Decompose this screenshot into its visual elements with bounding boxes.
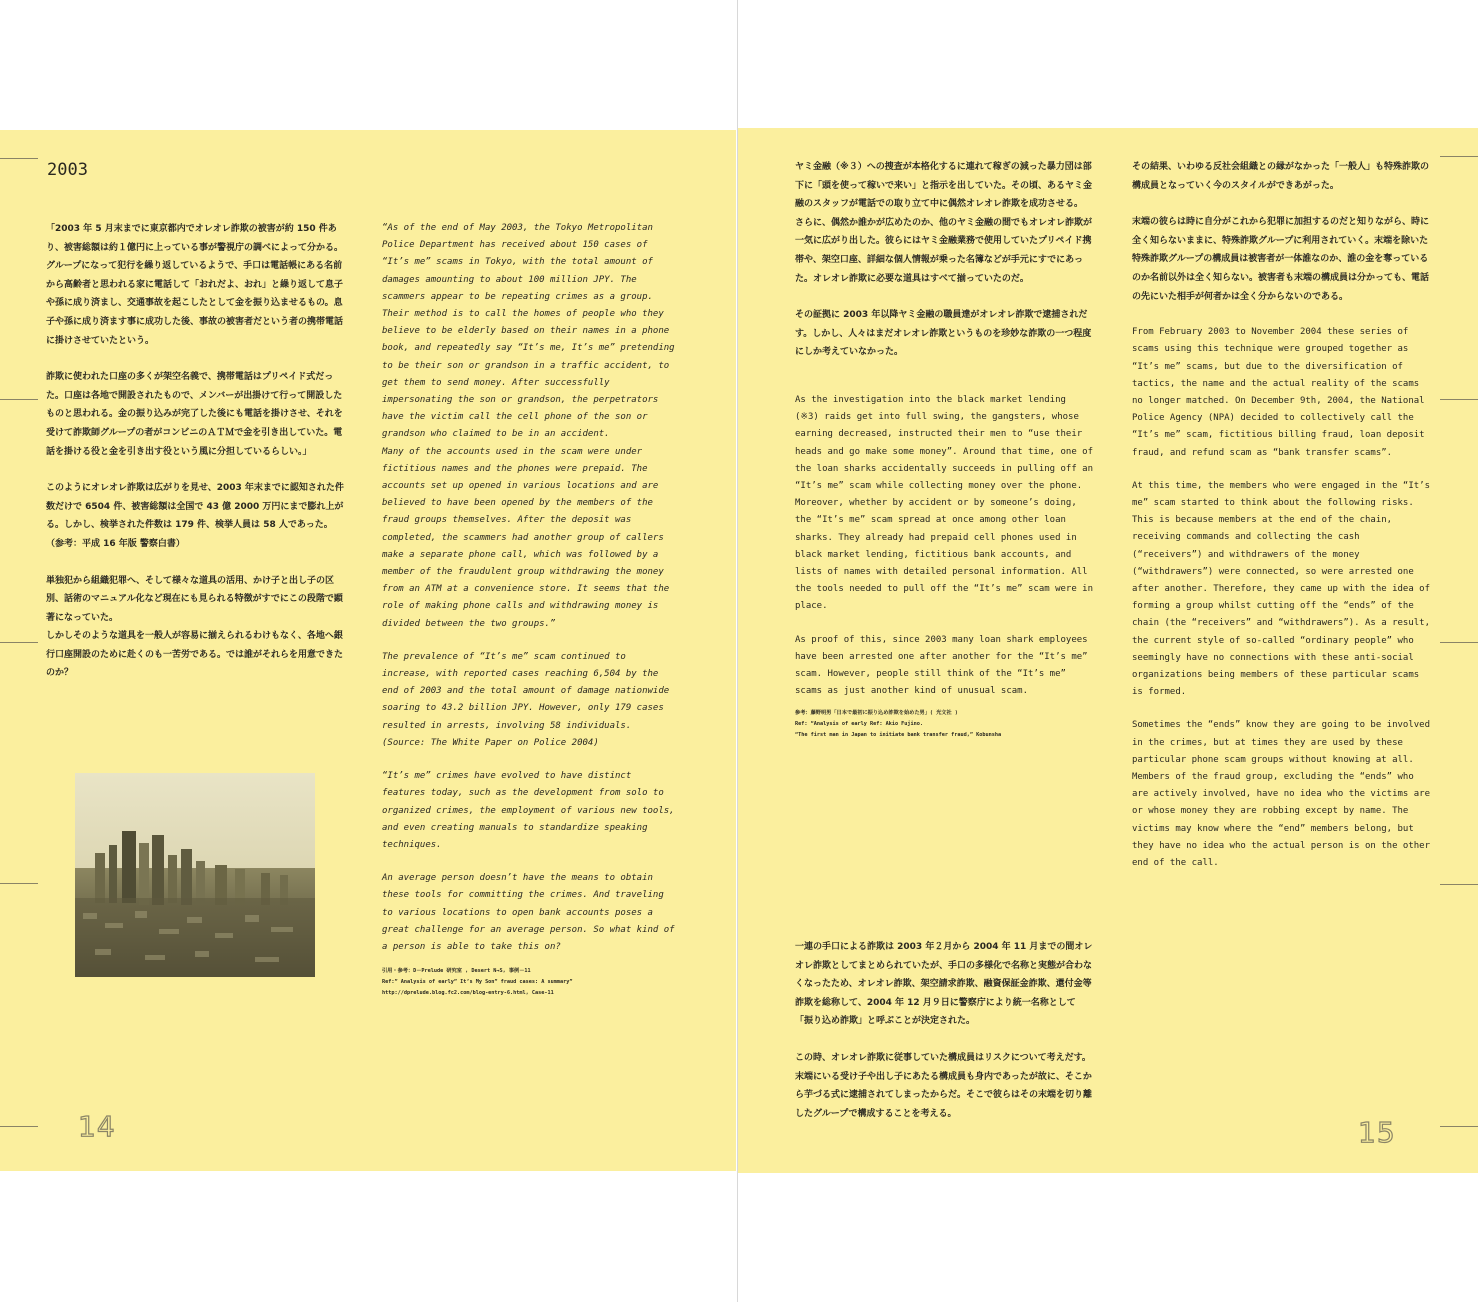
right-col-1-bottom bbox=[795, 938, 1093, 1137]
en-paragraph: As proof of this, since 2003 many loan shark employees have been arrested one after another for the “It’s me” scam. However, people still think of the “It’s me” scams as just another kind of unusual scam. bbox=[795, 634, 1088, 697]
margin-tick bbox=[1440, 884, 1478, 885]
right-col-2 bbox=[1132, 158, 1432, 886]
en-paragraph: At this time, the members who were engaged in the “It’s me” scam started to think about the following risks. This is because members at the end of the chain, receiving commands and collecting the cash (“receivers”) and withdrawers of the money (“withdrawers”) were connected, so were arrested one after another. Therefore, they came up with the idea of forming a group whilst cutting off the “ends” of the chain (the “receivers” and “withdrawers”). As a result, the current style of so-called “ordinary people” who seemingly have no connections with these anti-social organizations being members of these particular scams is formed. bbox=[1132, 480, 1431, 698]
jp-paragraph: 「2003 年 5 月末までに東京都内でオレオレ詐欺の被害が約 150 件あり、被害総額は約１億円に上っている事が警視庁の調べによって分かる。グループになって犯行を繰り返しているようで、手口は電話帳にある名前から高齢者と思われる家に電話して「おれだよ、おれ」と繰り返して息子や孫に成り済まし、交通事故を起こしたとして金を振り込ませるもの。息子や孫に成り済ます事に成功した後、事故の被害者だという者の携帯電話に掛けさせていたという。 bbox=[46, 224, 344, 346]
jp-paragraph: その証拠に 2003 年以降ヤミ金融の職員達がオレオレ詐欺で逮捕されだす。しかし、人々はまだオレオレ詐欺というものを珍妙な詐欺の一つ程度にしか考えていなかった。 bbox=[795, 310, 1092, 358]
en-paragraph: An average person doesn’t have the means to obtain these tools for committing the crimes. And traveling to various locations to open bank accounts poses a great challenge for an average person. So what kind of a person is able to take this on? bbox=[382, 873, 675, 952]
jp-paragraph: 一連の手口による詐欺は 2003 年２月から 2004 年 11 月までの間オレオレ詐欺としてまとめられていたが、手口の多様化で名称と実態が合わなくなったため、オレオレ詐欺、架空請求詐欺、融資保証金詐欺、還付金等詐欺を総称して、2004 年 12 月９日に警察庁により統一名称として「振り込め詐欺」と呼ぶことが決定された。 bbox=[795, 942, 1093, 1027]
reference-line: Ref:” Analysis of early” It’s My Son” fraud cases: A summary” bbox=[382, 979, 573, 986]
right-col-1-top bbox=[795, 158, 1093, 741]
margin-tick bbox=[0, 399, 38, 400]
en-paragraph: As the investigation into the black market lending (※3) raids get into full swing, the gangsters, whose earning decreased, instructed their men to “use their heads and go make some money”. Around that time, one of the loan sharks accidentally succeeds in pulling off an “It’s me” scam while collecting money over the phone. Moreover, whether by accident or by someone’s doing, the “It’s me” scam spread at once among other loan sharks. They already had prepaid cell phones used in black market lending, fictitious bank accounts, and lists of names with detailed personal information. All the tools needed to pull off the “It’s me” scam were in place. bbox=[795, 394, 1094, 612]
jp-paragraph: 詐欺に使われた口座の多くが架空名義で、携帯電話はプリペイド式だった。口座は各地で開設されたもので、メンバーが出掛けて行って開設したものと思われる。金の振り込みが完了した後にも電話を掛けさせ、それを受けて詐欺師グループの者がコンビニのＡＴＭで金を引き出していた。電話を掛ける役と金を引き出す役という風に分担しているらしい。」 bbox=[46, 372, 343, 457]
en-paragraph: “As of the end of May 2003, the Tokyo Metropolitan Police Department has received about 150 cases of “It’s me” scams in Tokyo, with the total amount of damages amounting to about 100 million JPY. The scammers appear to be repeating crimes as a group. Their method is to call the homes of people who they believe to be elderly based on their names in a phone book, and repeatedly say “It’s me, It’s me” pretending to be their son or grandson in a traffic accident, to get them to send money. After successfully impersonating the son or grandson, the perpetrators have the victim call the cell phone of the son or grandson who claimed to be in an accident. Many of the accounts used in the scam were under fictitious names and the phones were prepaid. The accounts set up opened in various locations and are believed to have been opened by the members of the fraud groups themselves. After the deposit was completed, the scammers had another group of callers make a separate phone call, which was followed by a member of the fraudulent group withdrawing the money from an ATM at a convenience store. It seems that the role of making phone calls and withdrawing money is divided between the two groups.” bbox=[382, 223, 675, 629]
page-number: 15 bbox=[1358, 1116, 1396, 1149]
en-paragraph: “It’s me” crimes have evolved to have distinct features today, such as the development from solo to organized crimes, the employment of various new tools, and even creating manuals to standardize speaking techniques. bbox=[382, 771, 675, 850]
year-heading: 2003 bbox=[47, 160, 88, 180]
margin-tick bbox=[0, 642, 38, 643]
margin-tick bbox=[0, 883, 38, 884]
margin-tick bbox=[1440, 642, 1478, 643]
city-skyline-photo bbox=[75, 773, 315, 977]
margin-tick bbox=[0, 158, 38, 159]
jp-paragraph: その結果、いわゆる反社会組織との縁がなかった「一般人」も特殊詐欺の構成員となっていく今のスタイルができあがった。 bbox=[1132, 162, 1430, 191]
reference-line: “The first man in Japan to initiate bank transfer fraud,” Kobunsha bbox=[795, 732, 1002, 739]
reference-line: 引用・参考：D－Prelude 研究室 , Desert N→S, 事例－11 bbox=[382, 968, 531, 975]
margin-tick bbox=[0, 1126, 38, 1127]
reference-line: Ref: “Analysis of early Ref: Akio Fujino. bbox=[795, 721, 924, 728]
reference-link[interactable]: http://dprelude.blog.fc2.com/blog-entry-6.html, Case-11 bbox=[382, 990, 554, 997]
jp-paragraph: このようにオレオレ詐欺は広がりを見せ、2003 年末までに認知された件数だけで 6504 件、被害総額は全国で 43 億 2000 万円にまで膨れ上がる。しかし、検挙された件数は 179 件、検挙人員は 58 人であった。（参考：平成 16 年版 警察白書） bbox=[46, 483, 344, 549]
page-number: 14 bbox=[78, 1110, 116, 1143]
en-paragraph: Sometimes the “ends” know they are going to be involved in the crimes, but at times they are used by these particular phone scam groups without knowing at all. Members of the fraud group, excluding the “ends” who are actively involved, have no idea who the victims are or whose money they are robbing except by name. The victims may know where the “end” members belong, but they have no idea who the actual person is on the other end of the call. bbox=[1132, 720, 1431, 869]
jp-paragraph: 単独犯から組織犯罪へ、そして様々な道具の活用、かけ子と出し子の区別、話術のマニュアル化など現在にも見られる特徴がすでにこの段階で顕著になっていた。 しかしそのような道具を一般人が容易に揃えられるわけもなく、各地へ銀行口座開設のために赴くのも一苦労である。では誰がそれらを用意できたのか？ bbox=[46, 575, 344, 679]
right-page bbox=[738, 128, 1478, 1173]
en-paragraph: The prevalence of “It’s me” scam continued to increase, with reported cases reaching 6,504 by the end of 2003 and the total amount of damage nationwide soaring to 43.2 billion JPY. However, only 179 cases resulted in arrests, involving 58 individuals. (Source: The White Paper on Police 2004) bbox=[382, 651, 670, 748]
en-paragraph: From February 2003 to November 2004 these series of scams using this technique were grouped together as “It’s me” scams, but due to the diversification of tactics, the name and the actual reality of the scams no longer matched. On December 9th, 2004, the National Police Agency (NPA) decided to collectively call the “It’s me” scam, fictitious billing fraud, loan deposit fraud, and refund scam as “bank transfer scams”. bbox=[1132, 327, 1425, 458]
skyline-illustration bbox=[75, 773, 315, 977]
margin-tick bbox=[1440, 1126, 1478, 1127]
margin-tick bbox=[1440, 399, 1478, 400]
jp-paragraph: ヤミ金融（※３）への捜査が本格化するに連れて稼ぎの減った暴力団は部下に「頭を使って稼いで来い」と指示を出していた。その頃、あるヤミ金融のスタッフが電話での取り立て中に偶然オレオレ詐欺を成功させる。 さらに、偶然か誰かが広めたのか、他のヤミ金融の間でもオレオレ詐欺が一気に広がり出した。彼らにはヤミ金融業務で使用していたプリペイド携帯や、架空口座、詳細な個人情報が乗った名簿などが手元にすでにあった。オレオレ詐欺に必要な道具はすべて揃っていたのだ。 bbox=[795, 162, 1093, 284]
left-jp-column bbox=[46, 220, 344, 697]
reference-line: 参考：藤野明男「日本で最初に振り込め詐欺を始めた男」( 光文社 ) bbox=[795, 710, 958, 717]
jp-paragraph: 末端の彼らは時に自分がこれから犯罪に加担するのだと知りながら、時に全く知らないままに、特殊詐欺グループに利用されていく。末端を除いた特殊詐欺グループの構成員は被害者が一体誰なのか、誰の金を奪っているのか名前以外は全く知らない。被害者も末端の構成員は分かっても、電話の先にいた相手が何者かは全く分からないのである。 bbox=[1132, 217, 1430, 302]
jp-paragraph: この時、オレオレ詐欺に従事していた構成員はリスクについて考えだす。末端にいる受け子や出し子にあたる構成員も身内であったが故に、そこから芋づる式に逮捕されてしまったからだ。そこで彼らはその末端を切り離したグループで構成することを考える。 bbox=[795, 1052, 1093, 1119]
left-page bbox=[0, 130, 736, 1171]
left-en-column bbox=[382, 220, 678, 999]
margin-tick bbox=[1440, 156, 1478, 157]
